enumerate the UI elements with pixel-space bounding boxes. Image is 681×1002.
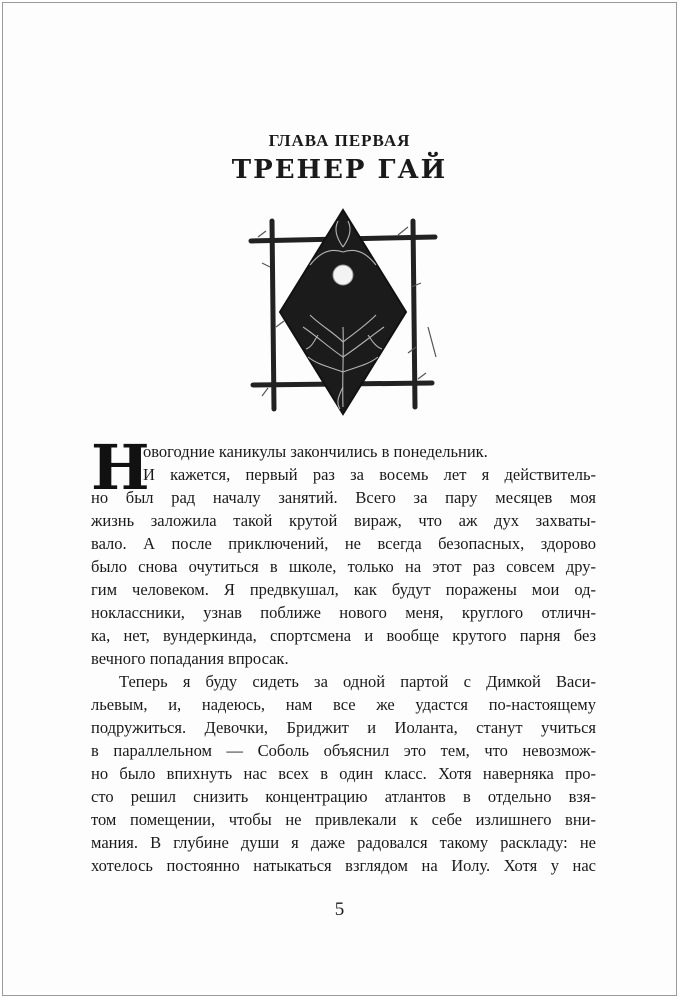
text-line: том помещении, чтобы не привлекали к себе излишнего вни- (91, 810, 596, 829)
text-line: вало. А после приключений, не всегда безопасных, здорово (91, 534, 596, 553)
text-line: вечного попадания впросак. (91, 649, 289, 668)
text-line: ка, нет, вундеркинда, спортсмена и вообще крутого парня без (91, 626, 596, 645)
text-line: сто решил снизить концентрацию атлантов в отдельно взя- (91, 787, 596, 806)
text-line: хотелось постоянно натыкаться взглядом на Иолу. Хотя у нас (91, 856, 596, 875)
text-line: овогодние каникулы закончились в понедельник. (143, 442, 488, 461)
opening-lines (91, 440, 596, 486)
page-number: 5 (334, 899, 345, 920)
text-line: И кажется, первый раз за восемь лет я действитель- (143, 465, 596, 484)
text-line: в параллельном — Соболь объяснил это тем, что невозмож- (91, 741, 596, 760)
diamond-tree-emblem-icon (248, 207, 438, 417)
paragraph-1 (91, 486, 596, 670)
book-page (2, 2, 677, 996)
text-line: льевым, и, надеюсь, нам все же удастся по-настоящему (91, 695, 596, 714)
text-line: Теперь я буду сидеть за одной партой с Димкой Васи- (119, 672, 596, 691)
text-line: ноклассники, узнав поближе нового меня, круглого отличн- (91, 603, 596, 622)
text-line: было снова очутиться в школе, только на этот раз совсем дру- (91, 557, 596, 576)
chapter-title: ТРЕНЕР ГАЙ (231, 155, 448, 185)
text-line: мания. В глубине души я даже радовался такому раскладу: не (91, 833, 596, 852)
text-line: жизнь заложила такой крутой вираж, что аж дух захваты- (91, 511, 596, 530)
text-line: но был рад началу занятий. Всего за пару месяцев моя (91, 488, 596, 507)
dropcap-letter: Н (91, 431, 150, 504)
chapter-label: ГЛАВА ПЕРВАЯ (268, 131, 411, 150)
text-line: подружиться. Девочки, Бриджит и Иоланта, станут учиться (91, 718, 596, 737)
body-text (91, 431, 596, 877)
text-line: но было впихнуть нас всех в один класс. Хотя наверняка про- (91, 764, 596, 783)
text-line: гим человеком. Я предвкушал, как будут поражены мои од- (91, 580, 596, 599)
paragraph-2 (91, 670, 596, 877)
